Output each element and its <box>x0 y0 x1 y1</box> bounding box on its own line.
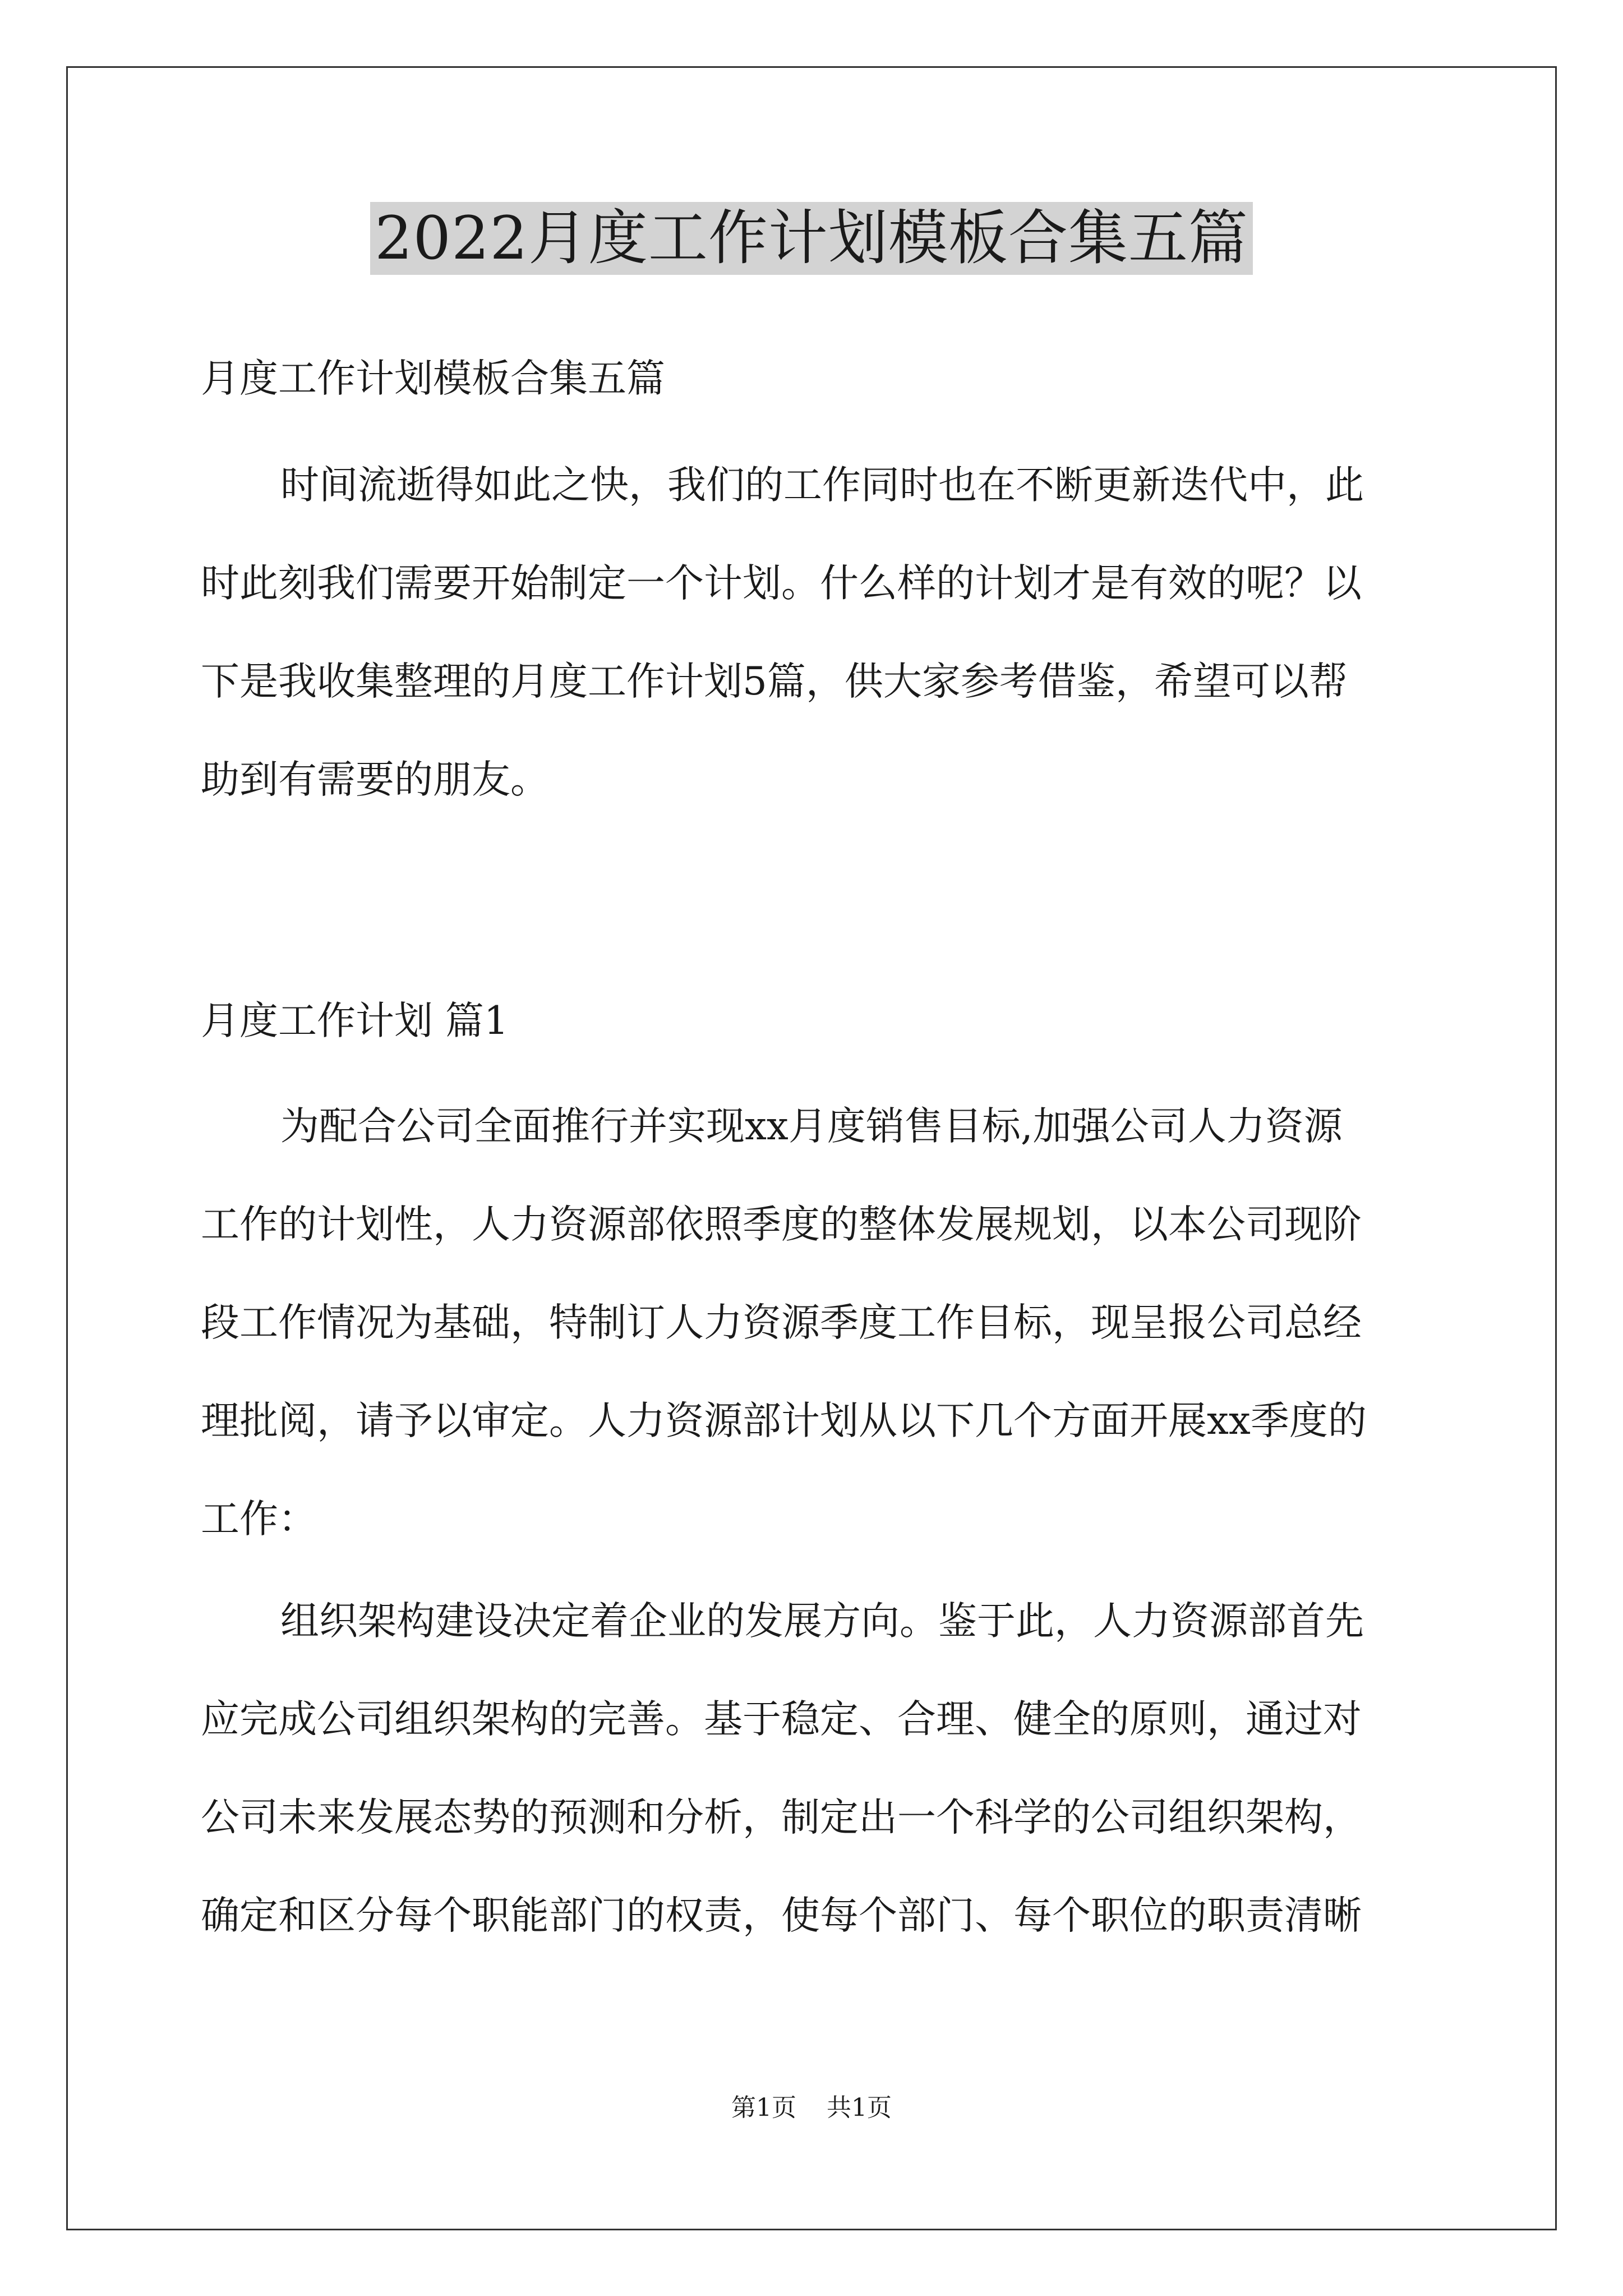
paragraph-line: 段工作情况为基础，特制订人力资源季度工作目标，现呈报公司总经 <box>201 1300 1362 1345</box>
title-container <box>0 202 1623 275</box>
intro-line: 下是我收集整理的月度工作计划5篇，供大家参考借鉴，希望可以帮 <box>201 659 1348 704</box>
paragraph-line: 确定和区分每个职能部门的权责，使每个部门、每个职位的职责清晰 <box>201 1893 1362 1938</box>
paragraph-line: 应完成公司组织架构的完善。基于稳定、合理、健全的原则，通过对 <box>201 1697 1362 1742</box>
intro-line: 时此刻我们需要开始制定一个计划。什么样的计划才是有效的呢？以 <box>201 561 1362 606</box>
paragraph-line: 公司未来发展态势的预测和分析，制定出一个科学的公司组织架构， <box>201 1795 1362 1840</box>
intro-line: 时间流逝得如此之快，我们的工作同时也在不断更新迭代中，此 <box>280 463 1364 508</box>
paragraph-line: 工作： <box>201 1497 317 1542</box>
paragraph-line: 为配合公司全面推行并实现xx月度销售目标,加强公司人力资源 <box>280 1104 1343 1149</box>
paragraph-line: 理批阅，请予以审定。人力资源部计划从以下几个方面开展xx季度的 <box>201 1398 1367 1443</box>
section-heading: 月度工作计划 篇1 <box>201 999 509 1043</box>
subtitle: 月度工作计划模板合集五篇 <box>201 356 665 401</box>
page-total: 共1页 <box>827 2093 892 2122</box>
intro-line: 助到有需要的朋友。 <box>201 757 549 802</box>
paragraph-line: 工作的计划性，人力资源部依照季度的整体发展规划，以本公司现阶 <box>201 1202 1362 1247</box>
paragraph-line: 组织架构建设决定着企业的发展方向。鉴于此，人力资源部首先 <box>280 1599 1364 1644</box>
document-title: 2022月度工作计划模板合集五篇 <box>370 202 1253 275</box>
page-footer <box>0 2091 1623 2125</box>
page-number: 第1页 <box>731 2093 796 2122</box>
